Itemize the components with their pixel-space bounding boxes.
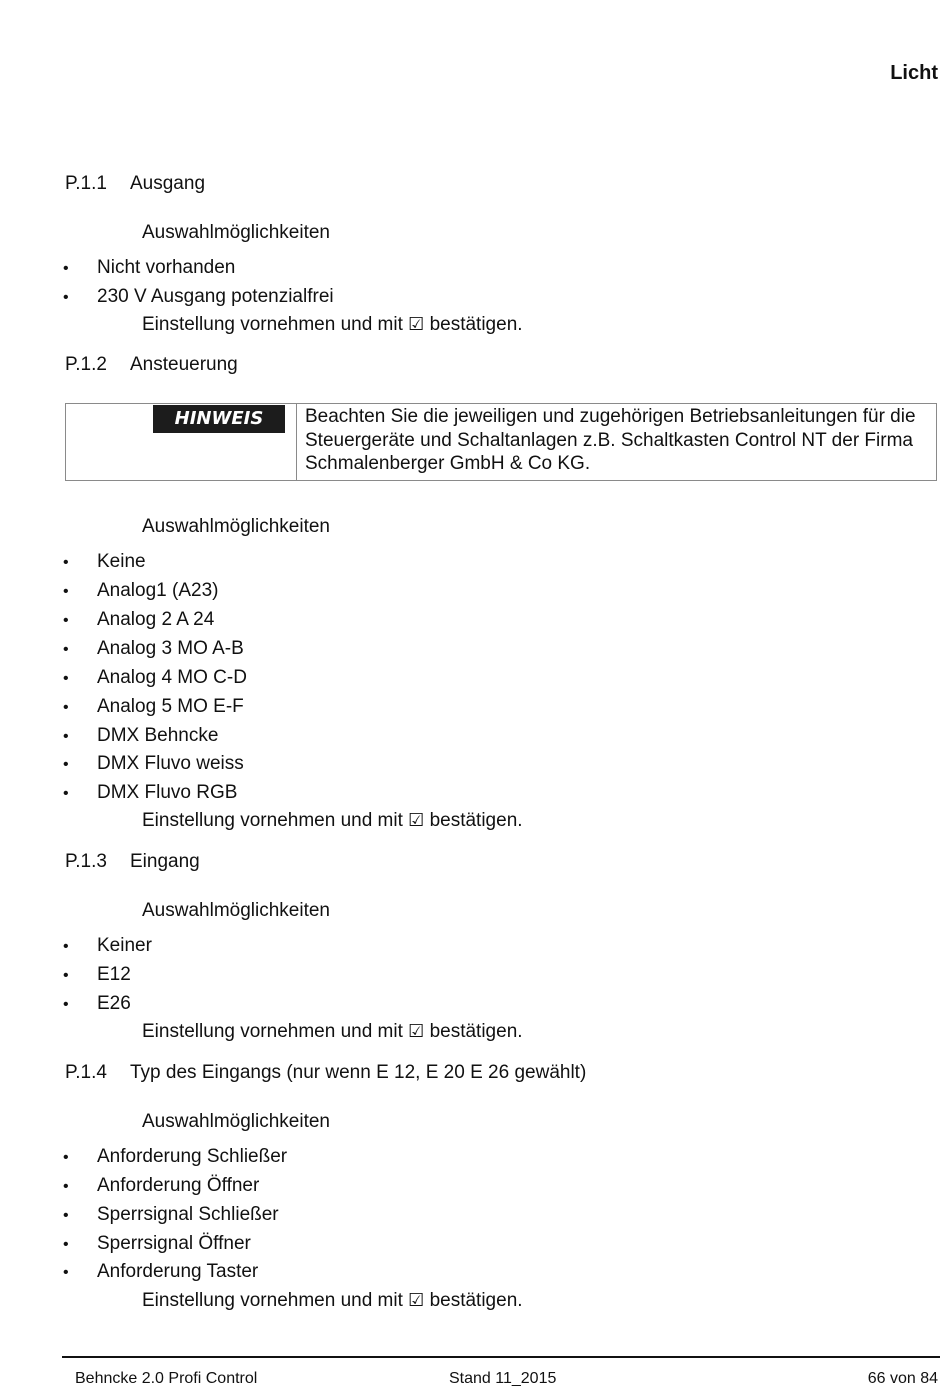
options-label: Auswahlmöglichkeiten — [142, 516, 330, 537]
page-number: 66 von 84 — [867, 1370, 938, 1387]
instruction-text: Einstellung vornehmen und mit ☑ bestätigen. — [142, 1021, 523, 1042]
section-title: Ansteuerung — [130, 354, 238, 375]
instruction-text: Einstellung vornehmen und mit ☑ bestätigen. — [142, 314, 523, 335]
list-item: • Anforderung Schließer — [63, 1146, 288, 1167]
options-label: Auswahlmöglichkeiten — [142, 1111, 330, 1132]
bullet-icon: • — [63, 785, 69, 802]
list-item: • Anforderung Taster — [63, 1261, 259, 1282]
instruction-text: Einstellung vornehmen und mit ☑ bestätigen. — [142, 810, 523, 831]
bullet-icon: • — [63, 938, 69, 955]
hinweis-box — [65, 403, 937, 481]
list-item: • DMX Fluvo RGB — [63, 782, 238, 803]
bullet-icon: • — [63, 583, 69, 600]
list-item: • Analog 2 A 24 — [63, 609, 215, 630]
bullet-icon: • — [63, 260, 69, 277]
bullet-icon: • — [63, 1207, 69, 1224]
list-item: • Sperrsignal Schließer — [63, 1204, 279, 1225]
bullet-icon: • — [63, 1149, 69, 1166]
section-heading-p113 — [65, 851, 200, 873]
section-number: P.1.4 — [65, 1062, 107, 1083]
section-number: P.1.1 — [65, 173, 107, 194]
list-item: • Analog1 (A23) — [63, 580, 219, 601]
list-item: • Keiner — [63, 935, 152, 956]
list-item: • E12 — [63, 964, 131, 985]
checkbox-icon: ☑ — [408, 1290, 425, 1310]
bullet-icon: • — [63, 699, 69, 716]
footer-divider — [62, 1356, 940, 1358]
instruction-text: Einstellung vornehmen und mit ☑ bestätigen. — [142, 1290, 523, 1311]
bullet-icon: • — [63, 967, 69, 984]
options-label: Auswahlmöglichkeiten — [142, 222, 330, 243]
bullet-icon: • — [63, 670, 69, 687]
checkbox-icon: ☑ — [408, 1021, 425, 1041]
section-number: P.1.3 — [65, 851, 107, 872]
bullet-icon: • — [63, 1178, 69, 1195]
list-item: • Keine — [63, 551, 146, 572]
bullet-icon: • — [63, 1264, 69, 1281]
bullet-icon: • — [63, 756, 69, 773]
section-number: P.1.2 — [65, 354, 107, 375]
list-item: • 230 V Ausgang potenzialfrei — [63, 286, 334, 307]
list-item: • Anforderung Öffner — [63, 1175, 260, 1196]
options-label: Auswahlmöglichkeiten — [142, 900, 330, 921]
bullet-icon: • — [63, 728, 69, 745]
chapter-title: Licht — [890, 62, 938, 84]
list-item: • Analog 3 MO A-B — [63, 638, 244, 659]
list-item: • Analog 5 MO E-F — [63, 696, 244, 717]
list-item: • Nicht vorhanden — [63, 257, 236, 278]
list-item: • E26 — [63, 993, 131, 1014]
hinweis-badge-cell — [66, 404, 297, 480]
list-item: • Sperrsignal Öffner — [63, 1233, 251, 1254]
list-item: • DMX Fluvo weiss — [63, 753, 244, 774]
hinweis-badge: HINWEIS — [153, 405, 285, 433]
bullet-icon: • — [63, 996, 69, 1013]
section-heading-p111 — [65, 173, 205, 195]
bullet-icon: • — [63, 289, 69, 306]
bullet-icon: • — [63, 641, 69, 658]
checkbox-icon: ☑ — [408, 810, 425, 830]
list-item: • Analog 4 MO C-D — [63, 667, 247, 688]
footer-version: Stand 11_2015 — [449, 1370, 557, 1387]
bullet-icon: • — [63, 554, 69, 571]
section-heading-p112 — [65, 354, 238, 376]
bullet-icon: • — [63, 1236, 69, 1253]
bullet-icon: • — [63, 612, 69, 629]
footer-product: Behncke 2.0 Profi Control — [75, 1370, 258, 1387]
hinweis-text: Beachten Sie die jeweiligen und zugehörigen Betriebsanleitungen für die Steuergeräte und Schaltanlagen z.B. Schaltkasten Control NT der Firma Schmalenberger GmbH & Co KG. — [305, 406, 916, 474]
section-title: Typ des Eingangs (nur wenn E 12, E 20 E 26 gewählt) — [130, 1062, 587, 1083]
section-heading-p114 — [65, 1062, 586, 1084]
section-title: Eingang — [130, 851, 200, 872]
checkbox-icon: ☑ — [408, 314, 425, 334]
section-title: Ausgang — [130, 173, 206, 194]
list-item: • DMX Behncke — [63, 725, 219, 746]
